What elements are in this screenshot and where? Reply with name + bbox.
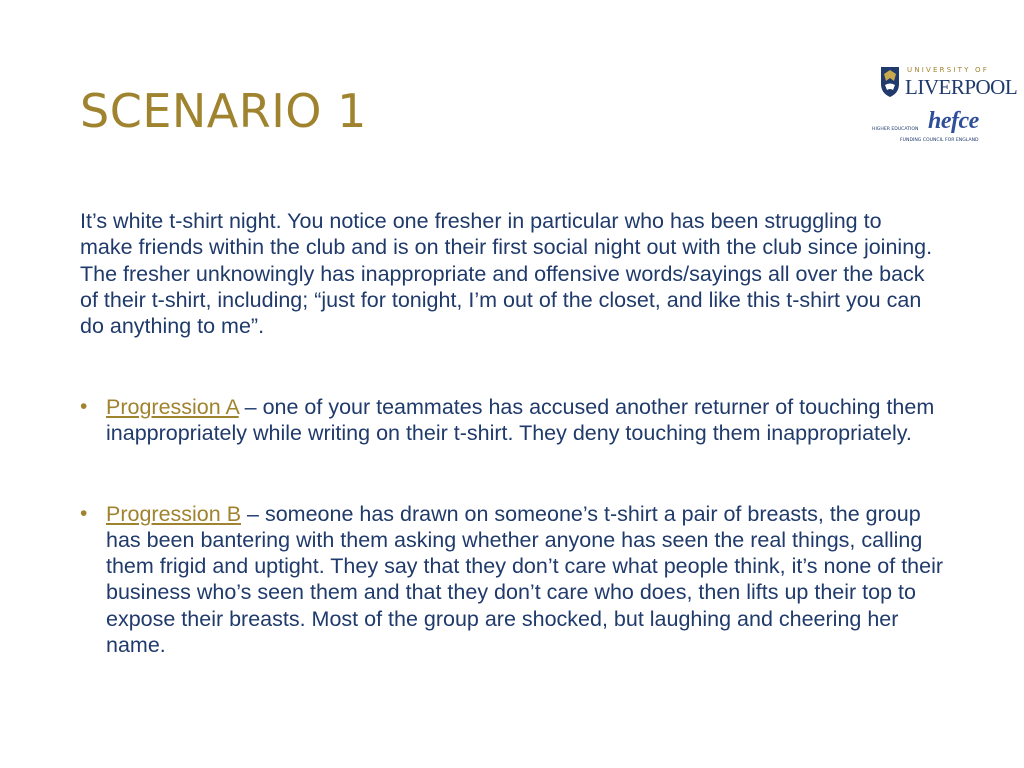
progression-a-text: – one of your teammates has accused another returner of touching them inappropriately while writing on their t-shirt. They deny touching them inappropriately.: [106, 395, 935, 446]
university-of-liverpool-logo: [880, 66, 1018, 102]
bullet-icon: •: [80, 501, 88, 525]
progression-b-link[interactable]: Progression B: [106, 501, 242, 526]
logo-group: [868, 58, 1018, 158]
list-item-progression-b: [80, 501, 950, 659]
crest-icon: [880, 66, 900, 98]
hefce-wordmark: hefce: [928, 108, 979, 134]
progression-list: [80, 394, 950, 658]
list-item-progression-a: [80, 394, 950, 447]
progression-b-text: – someone has drawn on someone’s t-shirt a pair of breasts, the group has been bantering with them asking whether anyone has seen the real things, calling them frigid and uptight. They say that they don’t care what people think, it’s none of their business who’s seen them and that they don’t care who does, then lifts up their top to expose their breasts. Most of the group are shocked, but laughing and cheering her name.: [106, 501, 944, 658]
progression-a-link[interactable]: Progression A: [106, 395, 239, 419]
bullet-icon: •: [80, 395, 88, 418]
hefce-higher-education: HIGHER EDUCATION: [872, 127, 919, 132]
hefce-logo: [872, 110, 998, 154]
intro-paragraph: It’s white t-shirt night. You notice one fresher in particular who has been struggling to make friends within the club and is on their first social night out with the club since joining. The fresher unknowingly has inappropriate and offensive words/sayings all over the back of their t-shirt, including; “just for tonight, I’m out of the closet, and like this t-shirt you can do anything to me”.: [80, 209, 933, 339]
hefce-funding-council: FUNDING COUNCIL FOR ENGLAND: [900, 138, 979, 143]
slide-title: SCENARIO 1: [80, 84, 367, 138]
logo-text-liverpool: LIVERPOOL: [905, 75, 1018, 99]
logo-text-university-of: UNIVERSITY OF: [907, 66, 989, 74]
